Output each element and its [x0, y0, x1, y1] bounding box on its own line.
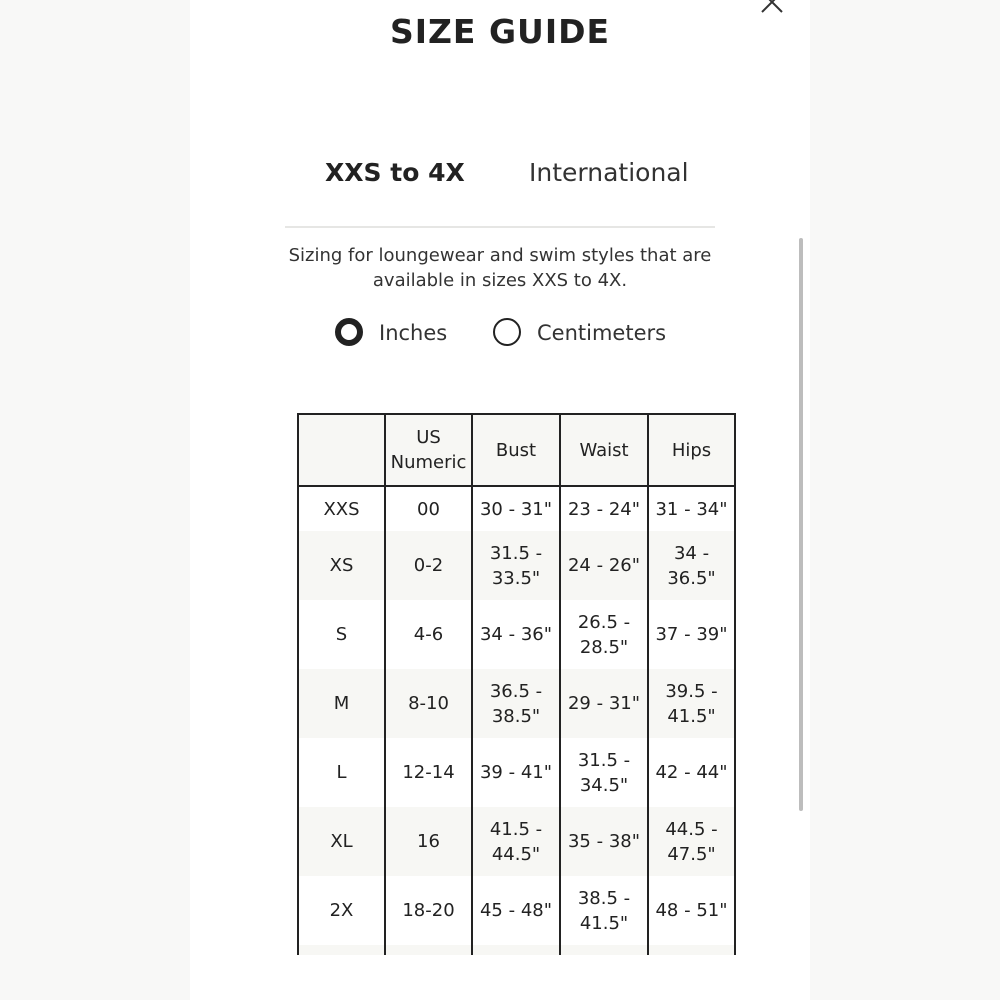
cell-waist: 26.5 - 28.5" [560, 600, 648, 669]
cell-waist: 31.5 - 34.5" [560, 738, 648, 807]
tab-international[interactable]: International [529, 158, 689, 187]
cell-empty [385, 945, 472, 955]
cell-bust: 30 - 31" [472, 486, 560, 531]
cell-hips: 31 - 34" [648, 486, 735, 531]
table-row [298, 738, 735, 807]
table-row [298, 600, 735, 669]
cell-size: S [298, 600, 385, 669]
table-row-partial [298, 945, 735, 955]
cell-bust: 34 - 36" [472, 600, 560, 669]
cell-waist: 38.5 - 41.5" [560, 876, 648, 945]
radio-unchecked-icon[interactable] [493, 318, 521, 346]
backdrop-right [810, 0, 1000, 1000]
cell-us-numeric: 0-2 [385, 531, 472, 600]
cell-size: XS [298, 531, 385, 600]
cell-us-numeric: 16 [385, 807, 472, 876]
table-row [298, 669, 735, 738]
cell-bust: 31.5 - 33.5" [472, 531, 560, 600]
cell-size: XXS [298, 486, 385, 531]
cell-waist: 29 - 31" [560, 669, 648, 738]
scrollbar[interactable] [799, 238, 803, 811]
cell-us-numeric: 12-14 [385, 738, 472, 807]
size-guide-modal [190, 0, 810, 1000]
header-us-numeric: US Numeric [385, 414, 472, 486]
table-row [298, 486, 735, 531]
cell-bust: 45 - 48" [472, 876, 560, 945]
cell-empty [648, 945, 735, 955]
cell-waist: 35 - 38" [560, 807, 648, 876]
cell-waist: 24 - 26" [560, 531, 648, 600]
cell-us-numeric: 00 [385, 486, 472, 531]
cell-hips: 48 - 51" [648, 876, 735, 945]
header-waist: Waist [560, 414, 648, 486]
cell-hips: 34 - 36.5" [648, 531, 735, 600]
unit-label-centimeters: Centimeters [537, 321, 667, 345]
cell-us-numeric: 18-20 [385, 876, 472, 945]
header-size [298, 414, 385, 486]
radio-checked-icon[interactable] [335, 318, 363, 346]
cell-bust: 36.5 - 38.5" [472, 669, 560, 738]
cell-hips: 42 - 44" [648, 738, 735, 807]
backdrop-left [0, 0, 190, 1000]
cell-bust: 41.5 - 44.5" [472, 807, 560, 876]
cell-hips: 37 - 39" [648, 600, 735, 669]
cell-waist: 23 - 24" [560, 486, 648, 531]
sizing-description: Sizing for loungewear and swim styles that are available in sizes XXS to 4X. [288, 245, 712, 291]
size-tabs [285, 150, 715, 228]
unit-toggle [335, 318, 675, 352]
table-header-row [298, 414, 735, 486]
header-bust: Bust [472, 414, 560, 486]
table-row [298, 876, 735, 945]
table-row [298, 807, 735, 876]
cell-empty [472, 945, 560, 955]
cell-us-numeric: 8-10 [385, 669, 472, 738]
table-row [298, 531, 735, 600]
size-table [297, 413, 736, 955]
cell-hips: 39.5 - 41.5" [648, 669, 735, 738]
cell-empty [560, 945, 648, 955]
header-hips: Hips [648, 414, 735, 486]
unit-label-inches: Inches [379, 321, 448, 345]
tab-xxs-to-4x[interactable]: XXS to 4X [325, 158, 465, 187]
cell-size: M [298, 669, 385, 738]
cell-empty [298, 945, 385, 955]
cell-us-numeric: 4-6 [385, 600, 472, 669]
cell-size: L [298, 738, 385, 807]
cell-bust: 39 - 41" [472, 738, 560, 807]
cell-hips: 44.5 - 47.5" [648, 807, 735, 876]
modal-title: SIZE GUIDE [389, 12, 611, 51]
cell-size: 2X [298, 876, 385, 945]
cell-size: XL [298, 807, 385, 876]
